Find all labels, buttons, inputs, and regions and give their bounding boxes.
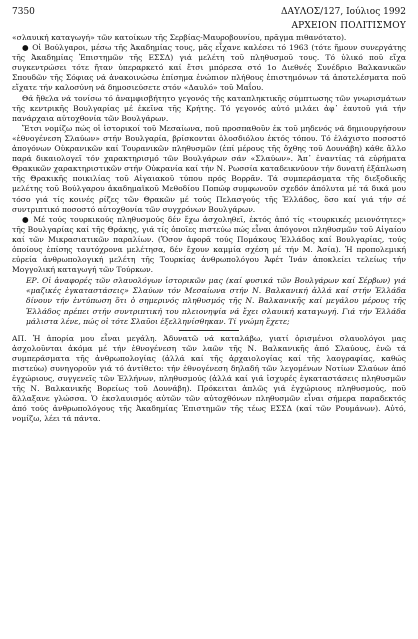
page-number: 7350 — [12, 7, 35, 17]
paragraph-1: «σλαυική καταγωγή» τῶν κατοίκων τῆς Σερβίας-Μαυροβουνίου, πρᾶγμα πιθανότατο). — [12, 33, 347, 42]
paragraph-5-text: Μέ τούς τουρκικούς πληθυσμούς δέν ἔχω ἀσχοληθεῖ, ἐκτός ἀπό τίς «τουρκικές μειονότητες» τῆς Βουλγαρίας καί τῆς Θράκης, γιά τίς ὁποῖες πιστεύω πώς εἶναι ἀπόγονοι πληθυσμῶν τοῦ Αἰγαίου καί τῶν Μικρασιατικῶν παραλίων. (Ὅσον ἀφορᾶ τούς Πομάκους Ἑλλάδος καί Βουλγαρίας, τούς ὁποίους ἐπίσης ταυτόχρονα μελέτησα, δέν ἔχουν καμμία σχέση μέ τήν Μ. Ἀσία). Ἡ προπολεμική εὐρεία ἀνθρωπολογική μελέτη τῆς Τουρκίας ἀνθρωπολόγου Ἀφέτ Ἰνάν ἀποκλείει τελείως τήν Μογγολική καταγωγή τῶν Τούρκων. — [12, 214, 406, 275]
bullet-icon: ● — [22, 214, 30, 224]
page-header — [12, 6, 406, 19]
paragraph-2 — [12, 43, 406, 93]
section-divider — [179, 330, 239, 331]
bullet-icon: ● — [22, 43, 30, 53]
interview-question: ΕΡ. Οἱ ἀναφορές τῶν σλαυολόγων ἱστορικῶν μας (καί φυσικά τῶν Βουλγάρων καί Σέρβων) γιά «μαζικές ἐγκαταστάσεις» Σλαύων τόν Μεσαίωνα στήν Ν. Βαλκανική ἀλλά καί στήν Ἑλλάδα δίνουν τήν ἐντύπωση ὅτι ὁ σημερινός πληθυσμός τῆς Ν. Βαλκανικῆς καί μεγάλου μέρους τῆς Ἑλλάδος πρέπει στήν συντριπτική του πλειονηψία νά ἔχει σλαυική καταγωγή. Γιά τήν Ἑλλάδα μάλιστα λένε, πώς οἱ τότε Σλαῦοι ἐξελληνίσθηκαν. Τί γνώμη ἔχετε; — [26, 276, 406, 326]
document-page — [12, 6, 406, 634]
paragraph-3: Θά ἤθελα νά τονίσω τό ἀναμφισβήτητο γεγονός τῆς καταπληκτικῆς σύμπτωσης τῶν γνωρισμάτων τῆς κεντρικῆς Βουλγαρίας μέ ἐκεῖνα τῆς Κρήτης. Τό γεγονός αὐτό μιλάει ἀφ᾽ ἑαυτοῦ γιά τήν πανάρχαια αὐτοχθονία τῶν Βουλγάρων. — [12, 93, 406, 123]
article-body — [12, 33, 406, 425]
running-title: ΔΑΥΛΟΣ/127, Ιούλιος 1992 — [280, 7, 406, 17]
paragraph-2-text: Οἱ Βούλγαροι, μέσω τῆς Ἀκαδημίας τους, μᾶς εἶχανε καλέσει τό 1963 (τότε ἤμουν συνεργάτης τῆς Ἀκαδημίας Ἐπιστημῶν τῆς ΕΣΣΔ) γιά μελέτη τοῦ πληθυσμοῦ τους. Τό ὑλικό ποῦ εἴχα συγκεντρώσει τότε ἤταν ὑπεραρκετό καί ἔτσι μπόρεσα στό 1ο Διεθνές Συνέδριο Βαλκανικῶν Σπουδῶν τῆς Σόφιας νά ἀνακοινώσω ἐπίσημα ἐνώπιον πλήθους ἐπιστημόνων τά ἀποτελέσματα ποῦ εἴχατε τήν καλοσύνη νά δημοσιεύσετε στόν «Δαυλό» τοῦ Μαΐου. — [12, 43, 406, 93]
paragraph-4: Ἔτσι νομίζω πώς οἱ ἱστορικοί τοῦ Μεσαίωνα, ποῦ προσπαθοῦν ἐκ τοῦ μηδενός νά δημιουργήσουν «ἐθνογένεση Σλαύων» στήν Βουλγαρία, βρίσκονται ὁλοσδιόλου ἐκτός τόπου. Τό ἐλάχιστο ποσοστό ἀπογόνων Οὐκρανικῶν καί Τουρανικῶν πληθυσμῶν (ἐπί μέρους τῆς ὄχθης τοῦ Δουνάβη) κάθε ἄλλο παρά δικαιολογεῖ τόν χαρακτηρισμό τῶν Βουλγάρων σάν «Σλαύων». Ἀπ᾽ ἐναντίας τά εὑρήματα Θρακικῶν χαρακτηριστικῶν στήν Οὐκρανία καί τήν Ν. Ρωσσία καταδεικνύουν τήν δυνατή ἐξάπλωση τῆς Θρακικῆς ποικιλίας τοῦ Αἰγαιακοῦ τύπου πρός Βορρᾶν. Τά συμπεράσματα τῆς διεξοδικῆς μελέτης τοῦ Βούλγαρου ἀκαδημαϊκοῦ Μεθοδίου Ποπώφ συμφωνοῦν σχεδόν ἀπόλυτα μέ τά δικά μου τόσο γιά τίς κοινές ρίζες τῶν Θρακῶν μέ τούς Πελασγούς τῆς Ἑλλάδος, ὅσο καί γιά τήν σέ συντριπτικό ποσοστό αὐτοχθονία τῶν συγχρόνων Βουλγάρων. — [12, 123, 406, 214]
paragraph-5 — [12, 215, 406, 276]
section-title: ΑΡΧΕΙΟΝ ΠΟΛΙΤΙΣΜΟΥ — [291, 21, 406, 31]
interview-answer: ΑΠ. Ἡ ἀπορία μου εἶναι μεγάλη. Ἀδυνατῶ νά καταλάβω, γιατί ὁρισμένοι σλαυολόγοι μας ἀσχολοῦνται ἀκόμα μέ τήν ἐθνογένεση τῶν λαῶν τῆς Ν. Βαλκανικῆς ἀπό Σλαύους, ἐνῶ τά συμπεράσματα τῆς ἀνθρωπολογίας (ἀλλά καί τῆς ἀρχαιολογίας καί τῆς λαογραφίας, καθώς πιστεύω) συνηγοροῦν γιά τό ἀντίθετο: τήν ἐθνογένεση δηλαδή τῶν λεγομένων Νοτίων Σλαύων ἀπό ἐγχώριους, συγγενεῖς τῶν Ἑλλήνων, πληθυσμούς (ἀλλά καί γιά ἰσχυρές ἐγκαταστάσεις πληθυσμῶν τῆς Ν. Βαλκανικῆς Βορείως τοῦ Δουνάβη). Πρόκειται ἁπλῶς γιά ἐγχώριους πληθυσμούς, ποῦ ἄλλαξανε γλώσσα. Ὁ ἐκσλαυισμός αὐτῶν τῶν αὐτοχθόνων πληθυσμῶν εἶναι σήμερα παραδεκτός ἀπό τούς ἀνθρωπολόγους τῆς Ἀκαδημίας Ἐπιστημῶν τῆς τέως ΕΣΣΔ (καί τῶν Ρουμάνων). Αὐτό, νομίζω, λέει τά πάντα. — [12, 333, 406, 424]
